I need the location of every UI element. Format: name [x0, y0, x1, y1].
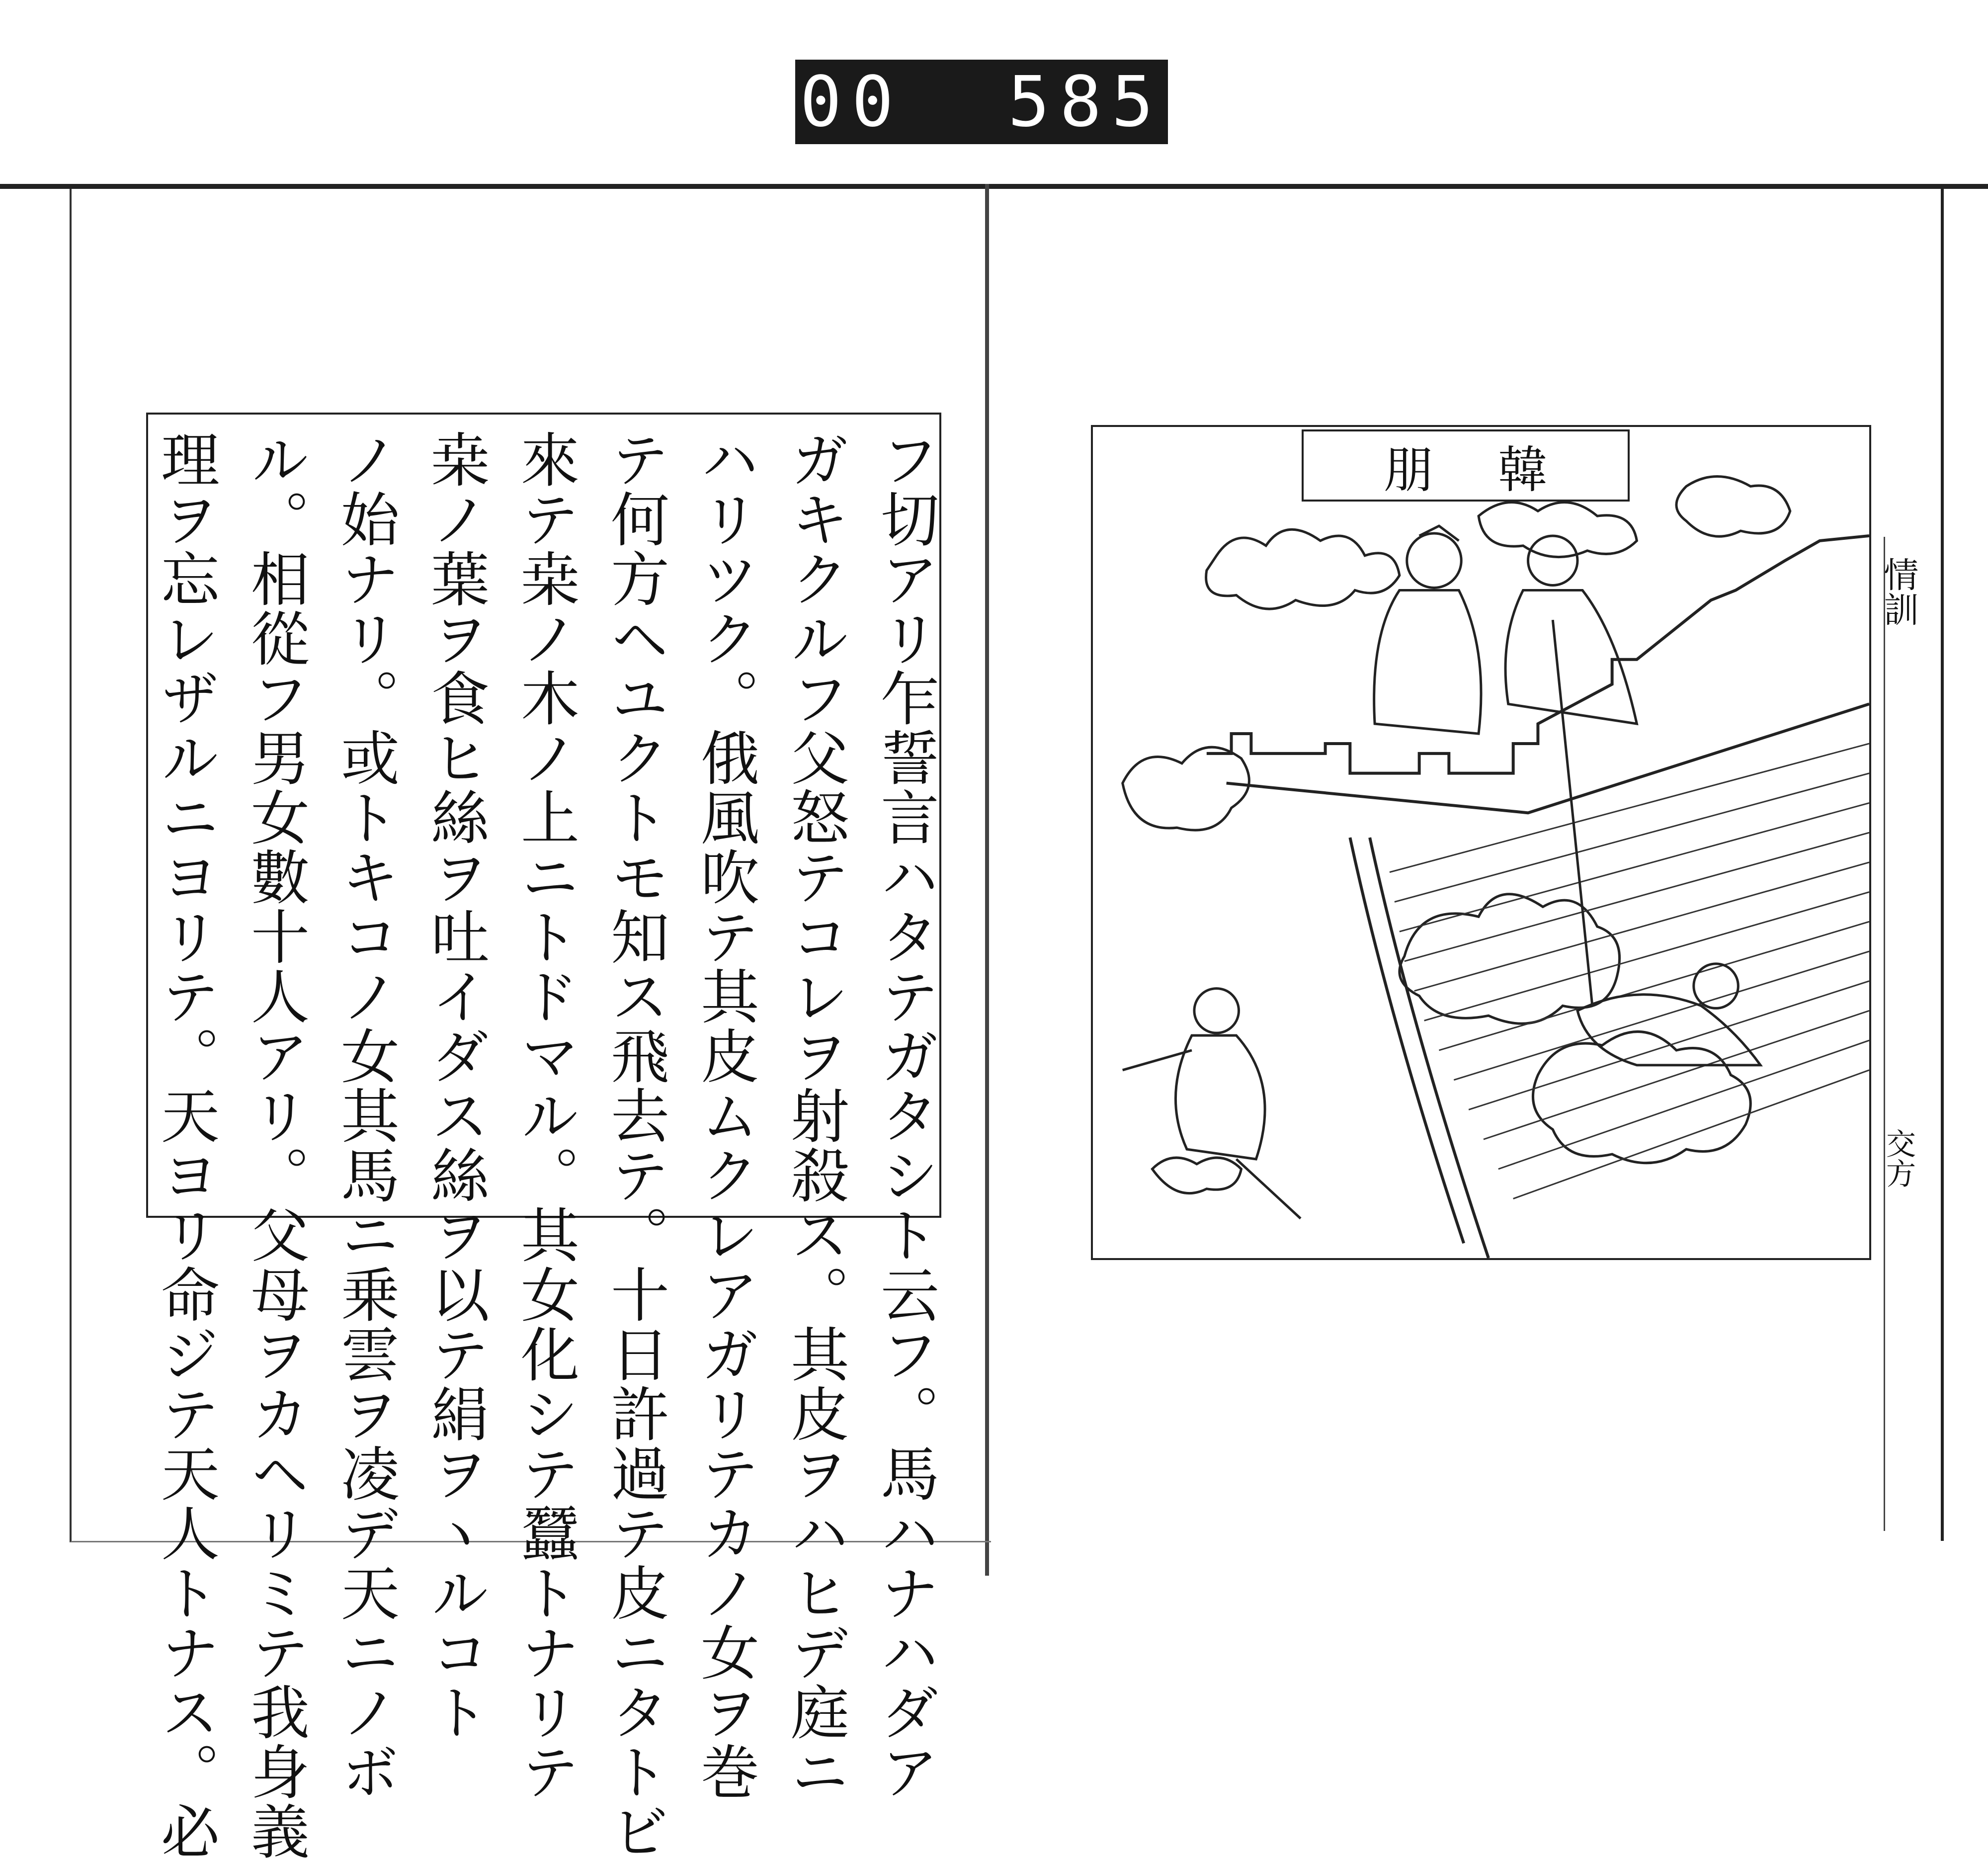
illustration [1093, 427, 1869, 1258]
scan-id-left: 400 [747, 61, 904, 143]
scan-id-right: 585. [1007, 61, 1216, 143]
text-column: フ切アリ乍誓言ハタテガタシト云フ。馬ハナハダア [871, 429, 939, 1801]
text-column: テ何方ヘユクトモ知ス飛去テ。十日許過テ皮ニタトビ [601, 429, 669, 1861]
cloud-illustration [1123, 477, 1790, 1193]
castle-wall [1207, 536, 1869, 1258]
scan-id-label [747, 60, 1216, 144]
text-column: 來テ桒ノ木ノ上ニトドマル。其女化シテ蠶トナリテ [511, 429, 580, 1801]
figure-seated-right [1505, 536, 1637, 1006]
left-page [70, 189, 991, 1861]
text-column: ノ始ナリ。或トキコノ女其馬ニ乗雲ヲ凌デ天ニノボ [331, 429, 400, 1801]
wall-brick-texture [1390, 744, 1869, 1199]
text-column: ハリツク。俄風吹テ其皮ムクレアガリテカノ女ヲ巻 [691, 429, 759, 1801]
page-edge-strip [1884, 537, 1907, 1531]
illustration-frame [1091, 425, 1871, 1260]
figure-standing-left [1123, 989, 1301, 1219]
margin-mark: 交方 [1881, 1128, 1916, 1188]
illustration-title-box [1302, 429, 1630, 502]
text-column: 桒ノ葉ヲ食ヒ絲ヲ吐イダス絲ヲ以テ絹ヲヽルコト [421, 429, 490, 1742]
margin-label: 情訓 [1878, 557, 1919, 626]
right-page [987, 189, 1944, 1541]
vertical-text [151, 429, 939, 1861]
illustration-title: 韓朋 [1384, 440, 1612, 499]
book-top-edge [0, 184, 1988, 189]
figure-lying-right [1577, 964, 1760, 1065]
text-column: ガキクルフ父怒テコレヲ射殺ス。其皮ヲハヒデ庭ニ [781, 429, 849, 1801]
text-column: 理ヲ忘レザルニヨリテ。天ヨリ命ジテ天人トナス。必 [151, 429, 220, 1861]
text-column: ル。相從フ男女數十人アリ。父母ヲカヘリミテ我身義 [241, 429, 310, 1861]
text-frame [146, 413, 941, 1861]
